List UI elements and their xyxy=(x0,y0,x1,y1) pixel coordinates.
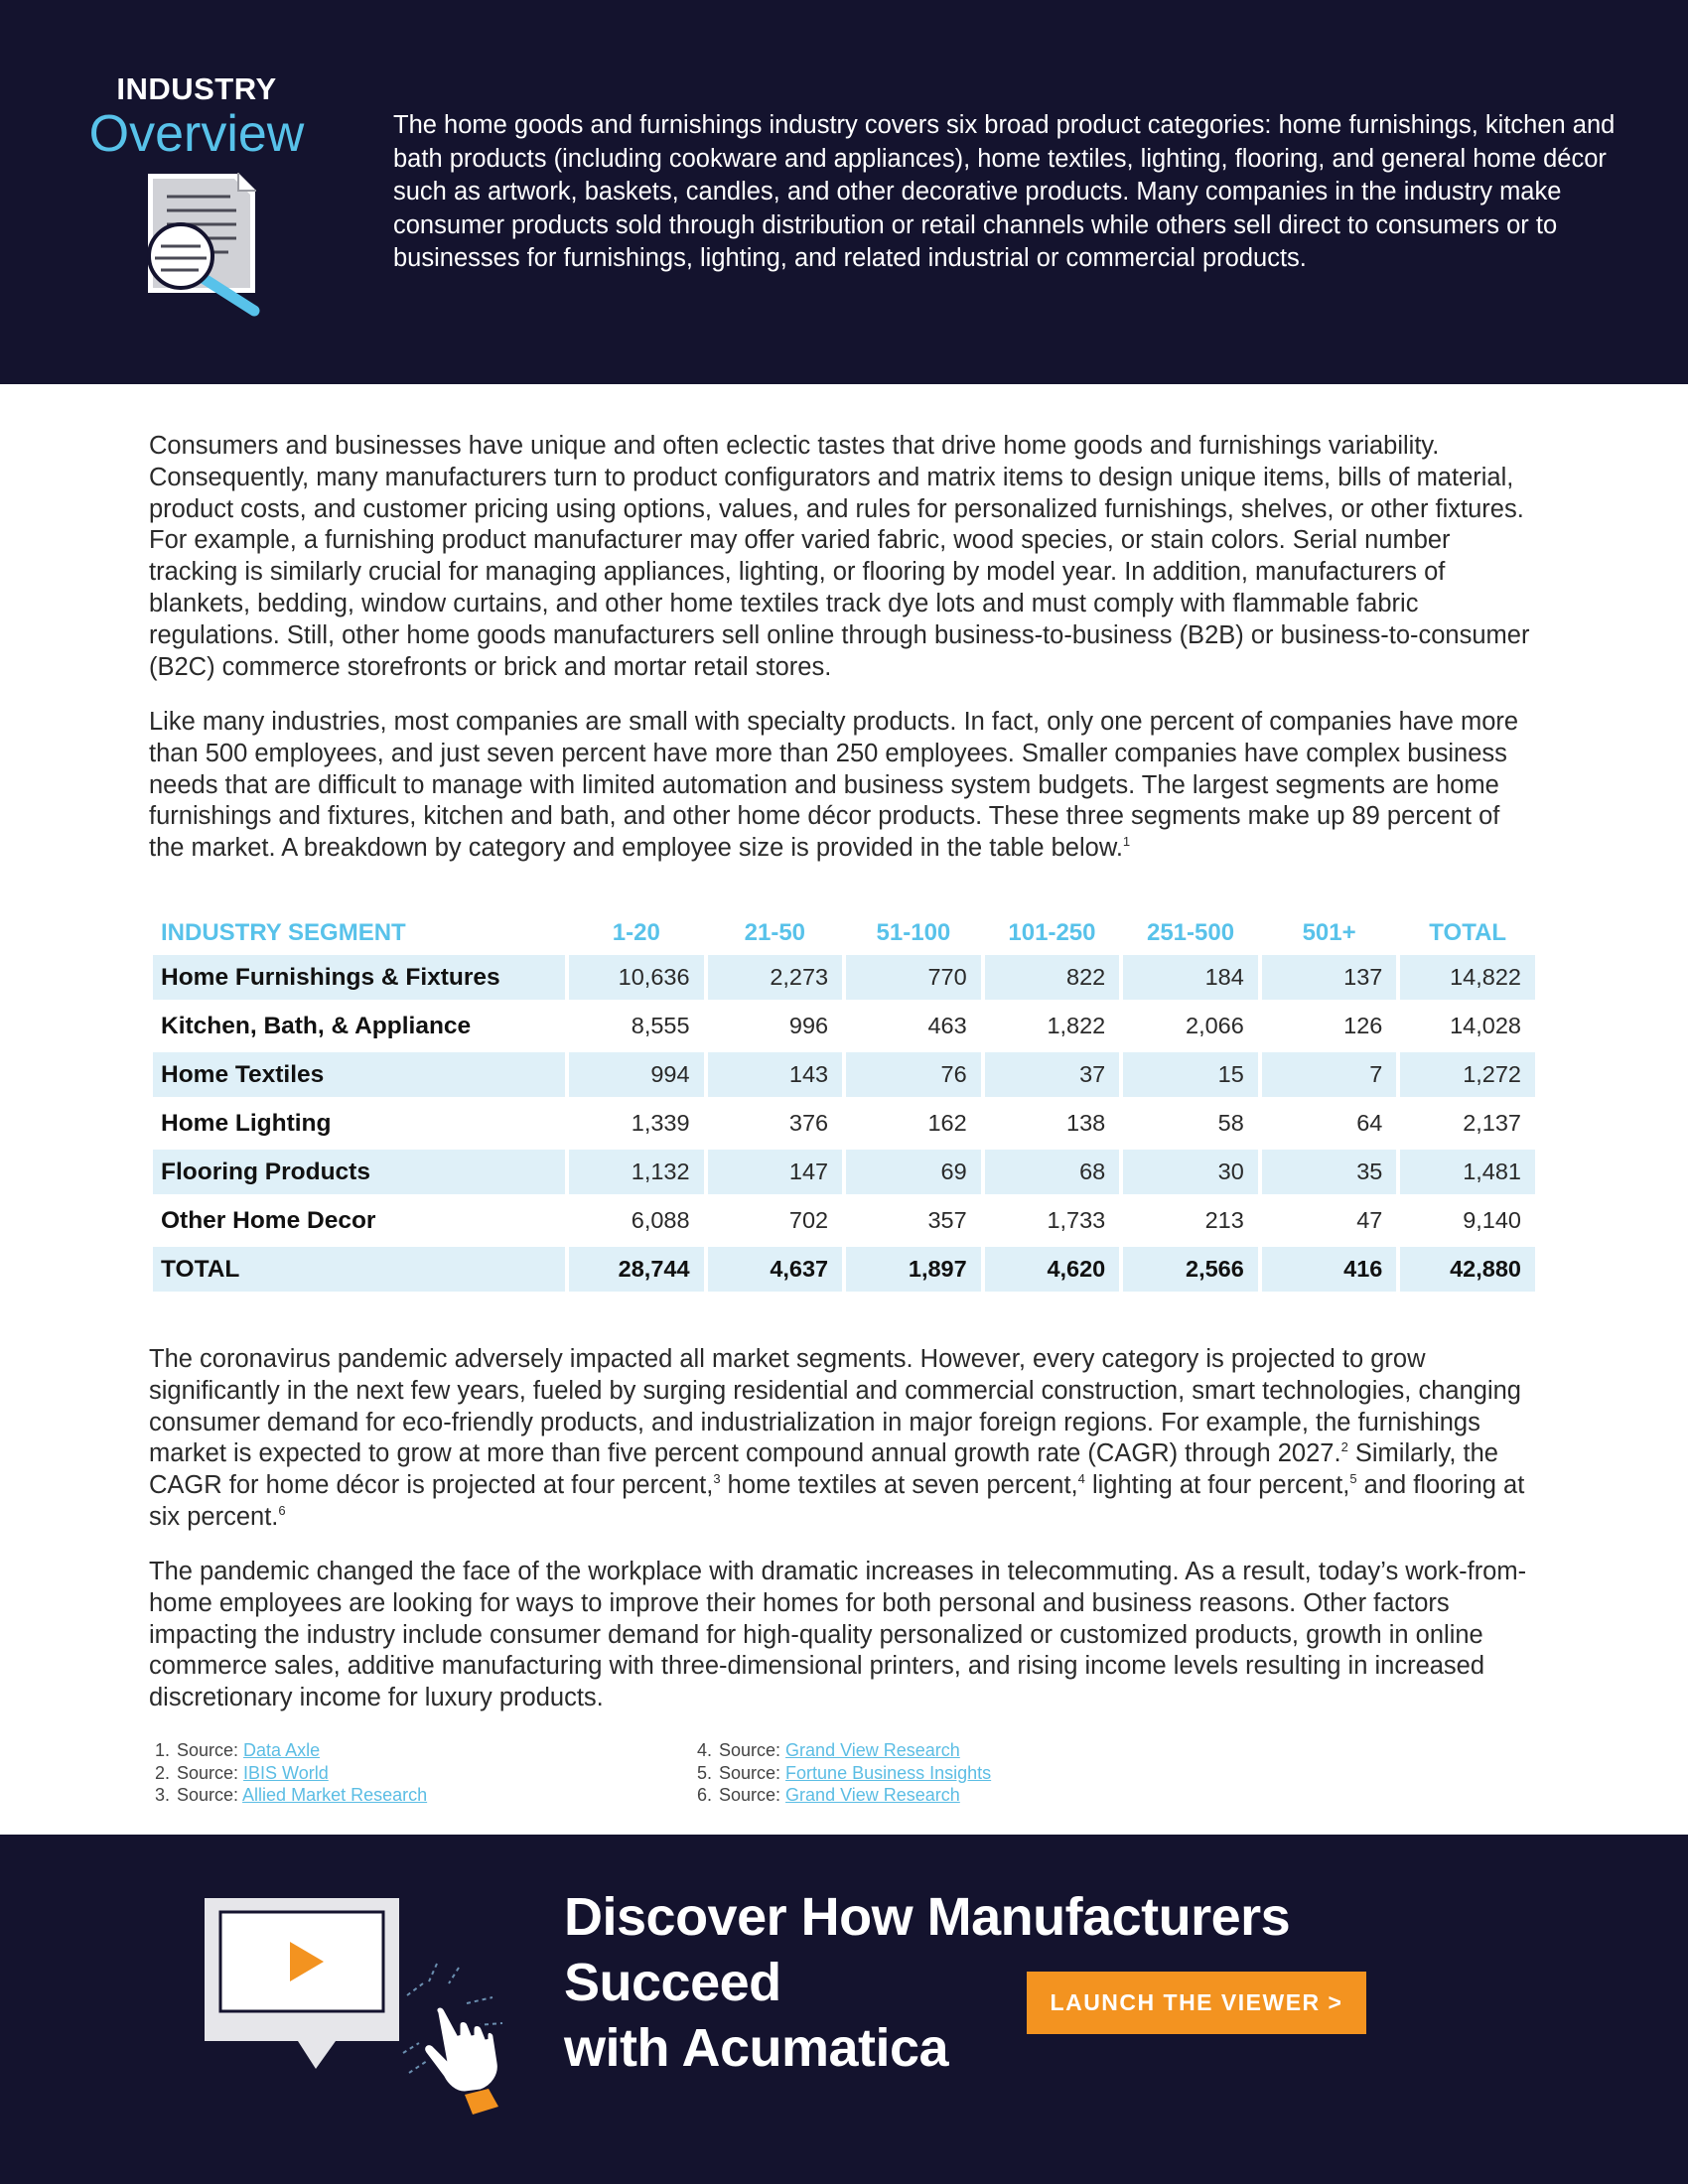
table-row xyxy=(153,1052,1535,1097)
footnote-prefix: Source: xyxy=(177,1762,244,1783)
footnote-item xyxy=(175,1739,671,1762)
table-cell: 4,620 xyxy=(985,1247,1120,1292)
column-header: TOTAL xyxy=(1429,919,1507,946)
table-cell: 1,481 xyxy=(1400,1150,1535,1194)
table-cell: 14,822 xyxy=(1400,955,1535,1000)
table-cell: 184 xyxy=(1123,955,1258,1000)
table-cell: 8,555 xyxy=(631,1013,690,1038)
column-header: 1-20 xyxy=(612,919,660,946)
footnote-ref: 3 xyxy=(713,1471,721,1487)
table-cell: 702 xyxy=(788,1207,829,1233)
footnote-link[interactable]: Grand View Research xyxy=(785,1785,960,1805)
table-cell: 2,566 xyxy=(1123,1247,1258,1292)
table-cell: 58 xyxy=(1217,1110,1244,1136)
launch-viewer-button[interactable]: LAUNCH THE VIEWER > xyxy=(1027,1972,1366,2034)
table-cell: 30 xyxy=(1123,1150,1258,1194)
table-cell: 37 xyxy=(985,1052,1120,1097)
overview-label: Overview xyxy=(88,105,305,163)
footnote-prefix: Source: xyxy=(719,1785,786,1805)
footnote-ref: 4 xyxy=(1077,1471,1085,1487)
table-row xyxy=(153,955,1535,1000)
table-header-row xyxy=(153,915,1535,951)
column-header: 51-100 xyxy=(876,919,951,946)
table-cell: 138 xyxy=(1066,1110,1106,1136)
table-row xyxy=(153,1150,1535,1194)
table-cell: 463 xyxy=(927,1013,967,1038)
table-cell: 10,636 xyxy=(569,955,704,1000)
footnotes-right xyxy=(691,1739,1213,1807)
table-cell: 357 xyxy=(927,1207,967,1233)
footnote-ref: 1 xyxy=(1122,834,1131,850)
footnote-ref: 6 xyxy=(278,1502,286,1518)
footnote-prefix: Source: xyxy=(719,1762,786,1783)
table-cell: 2,273 xyxy=(708,955,843,1000)
table-cell: 35 xyxy=(1262,1150,1397,1194)
table-cell: 15 xyxy=(1123,1052,1258,1097)
footnote-item xyxy=(175,1762,671,1785)
column-header: 251-500 xyxy=(1146,919,1235,946)
table-row xyxy=(153,1004,1535,1048)
table-cell: 162 xyxy=(927,1110,967,1136)
table-cell: 1,733 xyxy=(1047,1207,1106,1233)
paragraph-text: Similarly, the CAGR for home décor is projected at four percent, xyxy=(149,1439,1498,1500)
table-row xyxy=(153,1101,1535,1146)
table-cell: 47 xyxy=(1356,1207,1383,1233)
segment-name: Home Furnishings & Fixtures xyxy=(153,955,565,1000)
table-total-row xyxy=(153,1247,1535,1292)
body-paragraph-3 xyxy=(149,1344,1539,1534)
paragraph-text: Like many industries, most companies are small with specialty products. In fact, only one percent of companies have more than 500 employees, and just seven percent have more than 250 employees. Smaller companies have complex business needs that are difficult to manage with limited automation and business system budgets. The largest segments are home furnishings and fixtures, kitchen and bath, and other home décor products. These three segments make up 89 percent of the market. A breakdown by category and employee size is provided in the table below. xyxy=(149,708,1519,863)
footnote-prefix: Source: xyxy=(177,1785,243,1805)
table-cell: 1,897 xyxy=(846,1247,981,1292)
table-cell: 994 xyxy=(569,1052,704,1097)
table-cell: 6,088 xyxy=(631,1207,690,1233)
table-cell: 143 xyxy=(708,1052,843,1097)
table-cell: 42,880 xyxy=(1400,1247,1535,1292)
table-cell: 1,822 xyxy=(1047,1013,1106,1038)
table-cell: 68 xyxy=(985,1150,1120,1194)
segment-name: Other Home Decor xyxy=(161,1206,376,1234)
industry-label: INDUSTRY xyxy=(116,71,277,106)
table-cell: 76 xyxy=(846,1052,981,1097)
segment-name: Home Textiles xyxy=(153,1052,565,1097)
table-cell: 1,132 xyxy=(569,1150,704,1194)
paragraph-text: and flooring at six percent. xyxy=(149,1471,1525,1531)
column-header: 501+ xyxy=(1302,919,1356,946)
table-cell: 1,272 xyxy=(1400,1052,1535,1097)
table-cell: 213 xyxy=(1204,1207,1244,1233)
table-row xyxy=(153,1198,1535,1243)
table-cell: 4,637 xyxy=(708,1247,843,1292)
footnotes-left xyxy=(149,1739,671,1807)
table-cell: 770 xyxy=(846,955,981,1000)
body-paragraph-2 xyxy=(149,707,1539,865)
footnote-prefix: Source: xyxy=(719,1740,786,1760)
cta-title-line: Discover How Manufacturers Succeed xyxy=(564,1887,1291,2012)
table-cell: 2,066 xyxy=(1186,1013,1244,1038)
table-cell: 137 xyxy=(1262,955,1397,1000)
body-paragraph-4: The pandemic changed the face of the workplace with dramatic increases in telecommuting. As a result, today’s work-from-home employees are looking for ways to improve their homes for both personal and business reasons. Other factors impacting the industry include consumer demand for high-quality personalized or customized products, growth in online commerce sales, additive manufacturing with three-dimensional printers, and rising income levels resulting in increased discretionary income for luxury products. xyxy=(149,1558,1527,1712)
footnote-link[interactable]: Data Axle xyxy=(243,1740,321,1760)
footnote-item xyxy=(717,1739,1213,1762)
table-cell: 376 xyxy=(788,1110,829,1136)
footnote-prefix: Source: xyxy=(177,1740,244,1760)
footnote-ref: 5 xyxy=(1349,1471,1357,1487)
paragraph-text: home textiles at seven percent, xyxy=(720,1471,1078,1500)
table-cell: 2,137 xyxy=(1463,1110,1521,1136)
footnote-item xyxy=(175,1784,671,1807)
table-cell: 28,744 xyxy=(569,1247,704,1292)
table-cell: 9,140 xyxy=(1463,1207,1521,1233)
document-magnifier-icon xyxy=(139,167,268,321)
paragraph-text: lighting at four percent, xyxy=(1084,1471,1350,1500)
intro-paragraph: The home goods and furnishings industry covers six broad product categories: home furnishings, kitchen and bath products (including cookware and appliances), home textiles, lighting, flooring, and general home décor such as artwork, baskets, candles, and other decorative products. Many companies in the industry make consumer products sold through distribution or retail channels while others sell direct to consumers or to businesses for furnishings, lighting, and related industrial or commercial products. xyxy=(393,111,1616,273)
table-cell: 416 xyxy=(1262,1247,1397,1292)
footnote-item xyxy=(717,1784,1213,1807)
header-band xyxy=(0,0,1688,384)
segment-name: Flooring Products xyxy=(153,1150,565,1194)
table-cell: 996 xyxy=(788,1013,829,1038)
video-player-click-icon xyxy=(199,1886,526,2115)
segment-name: TOTAL xyxy=(153,1247,565,1292)
cta-title-line: with Acumatica xyxy=(564,2018,949,2078)
table-cell: 126 xyxy=(1343,1013,1383,1038)
segment-size-table xyxy=(149,911,1539,1296)
footnote-link[interactable]: Grand View Research xyxy=(785,1740,960,1760)
table-cell: 147 xyxy=(708,1150,843,1194)
table-cell: 1,339 xyxy=(631,1110,690,1136)
column-header: 101-250 xyxy=(1008,919,1096,946)
footnote-link[interactable]: Fortune Business Insights xyxy=(785,1762,992,1783)
footnote-ref: 2 xyxy=(1340,1439,1348,1455)
table-cell: 822 xyxy=(985,955,1120,1000)
footnote-link[interactable]: Allied Market Research xyxy=(242,1785,428,1805)
column-header: 21-50 xyxy=(744,919,806,946)
table-cell: 14,028 xyxy=(1450,1013,1521,1038)
table-cell: 69 xyxy=(846,1150,981,1194)
column-header: INDUSTRY SEGMENT xyxy=(161,919,406,946)
table-cell: 7 xyxy=(1262,1052,1397,1097)
segment-name: Kitchen, Bath, & Appliance xyxy=(161,1012,472,1039)
footnote-link[interactable]: IBIS World xyxy=(243,1762,329,1783)
body-paragraph-1: Consumers and businesses have unique and often eclectic tastes that drive home goods and furnishings variability. Consequently, many manufacturers turn to product configurators and matrix items to design unique items, bills of material, product costs, and customer pricing using options, values, and rules for personalized furnishings, shelves, or other fixtures. For example, a furnishing product manufacturer may offer varied fabric, wood species, or stain colors. Serial number tracking is similarly crucial for managing appliances, lighting, or flooring by model year. In addition, manufacturers of blankets, bedding, window curtains, and other home textiles track dye lots and must comply with flammable fabric regulations. Still, other home goods manufacturers sell online through business-to-business (B2B) or business-to-consumer (B2C) commerce storefronts or brick and mortar retail stores. xyxy=(149,432,1530,681)
footnote-item xyxy=(717,1762,1213,1785)
table-cell: 64 xyxy=(1356,1110,1383,1136)
segment-name: Home Lighting xyxy=(161,1109,332,1137)
paragraph-text: The coronavirus pandemic adversely impacted all market segments. However, every category is projected to grow significantly in the next few years, fueled by surging residential and commercial construction, smart technologies, changing consumer demand for eco-friendly products, and industrialization in major foreign regions. For example, the furnishings market is expected to grow at more than five percent compound annual growth rate (CAGR) through 2027. xyxy=(149,1345,1521,1468)
